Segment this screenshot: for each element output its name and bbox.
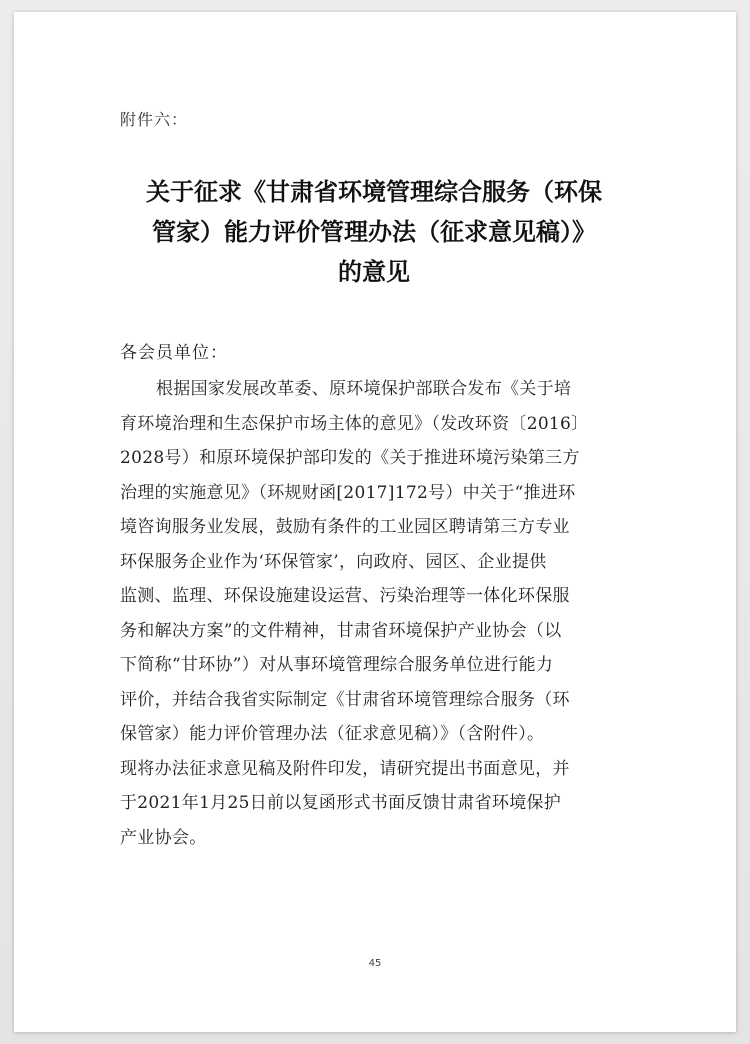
body-text <box>120 372 640 855</box>
salutation: 各会员单位： <box>120 343 228 363</box>
title-line: 的意见 <box>338 258 410 286</box>
body-line: 务和解决方案”的文件精神，甘肃省环境保护产业协会（以 <box>120 620 562 641</box>
body-line: 现将办法征求意见稿及附件印发，请研究提出书面意见，并 <box>120 758 570 779</box>
page-number: 45 <box>368 958 382 969</box>
body-line: 保管家）能力评价管理办法（征求意见稿）》（含附件）。 <box>120 724 545 744</box>
body-line: 2028号）和原环境保护部印发的《关于推进环境污染第三方 <box>120 448 580 468</box>
title-line: 关于征求《甘肃省环境管理综合服务（环保 <box>146 178 602 206</box>
document-page <box>14 12 736 1032</box>
body-line: 监测、监理、环保设施建设运营、污染治理等一体化环保服 <box>120 586 570 606</box>
body-line: 于2021年1月25日前以复函形式书面反馈甘肃省环境保护 <box>120 793 562 813</box>
body-line: 治理的实施意见》（环规财函[2017]172号）中关于“推进环 <box>120 482 576 503</box>
body-line: 产业协会。 <box>120 827 207 848</box>
body-line: 环保服务企业作为‘环保管家’，向政府、园区、企业提供 <box>120 551 547 572</box>
body-line: 根据国家发展改革委、原环境保护部联合发布《关于培 <box>156 379 572 399</box>
title-line: 管家）能力评价管理办法（征求意见稿）》 <box>152 218 596 246</box>
body-line: 评价，并结合我省实际制定《甘肃省环境管理综合服务（环 <box>120 689 570 710</box>
body-line: 育环境治理和生态保护市场主体的意见》（发改环资〔2016〕 <box>120 413 589 434</box>
attachment-label: 附件六： <box>120 110 189 129</box>
body-line: 境咨询服务业发展，鼓励有条件的工业园区聘请第三方专业 <box>120 517 570 537</box>
body-line: 下简称“甘环协”）对从事环境管理综合服务单位进行能力 <box>120 655 554 675</box>
document-title <box>114 172 634 292</box>
